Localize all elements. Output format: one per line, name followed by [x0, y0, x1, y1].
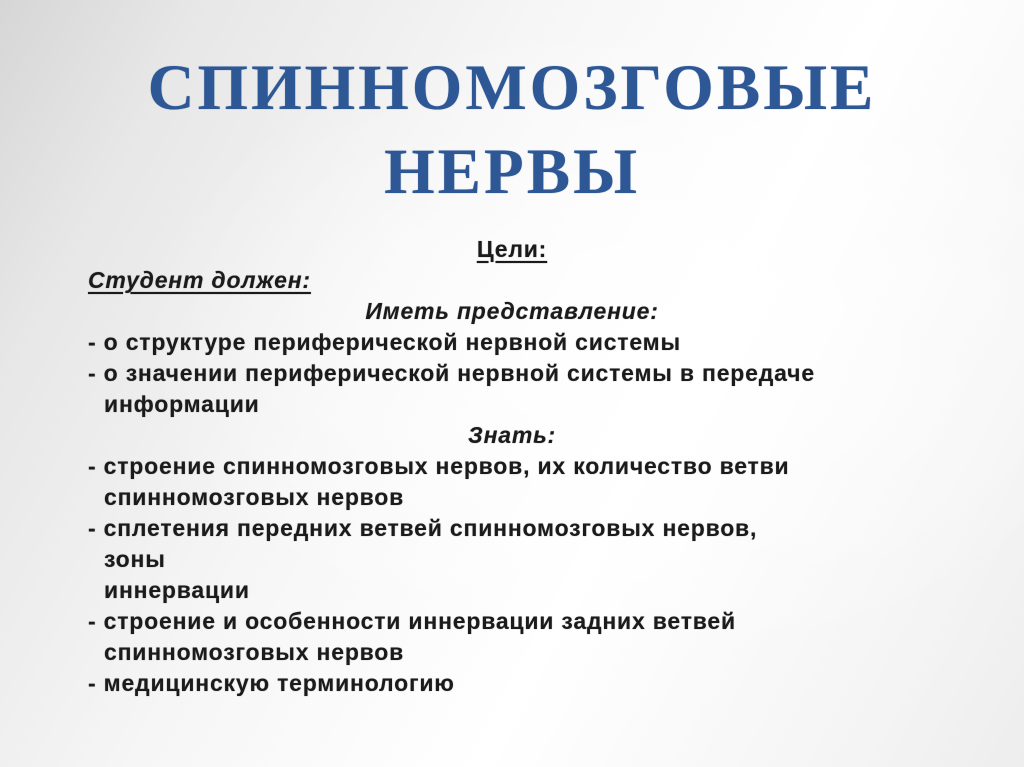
subheading-student-must: Студент должен: [88, 267, 311, 293]
bullet-plexus-wrap-innervation: иннервации [104, 577, 250, 603]
title-line-1: СПИННОМОЗГОВЫЕ [147, 52, 877, 124]
bullet-significance-pns-wrap: информации [104, 391, 260, 417]
bullet-structure-pns: - о структуре периферической нервной системы [88, 329, 681, 355]
slide-title [0, 0, 1024, 214]
slide-content [0, 214, 1024, 699]
bullet-posterior-branches: - строение и особенности иннервации задних ветвей [88, 608, 736, 634]
bullet-posterior-branches-wrap: спинномозговых нервов [104, 639, 405, 665]
section-know: Знать: [467, 422, 557, 448]
heading-goals: Цели: [476, 236, 548, 262]
bullet-terminology: - медицинскую терминологию [88, 670, 455, 696]
title-line-2: НЕРВЫ [384, 136, 640, 208]
bullet-plexus-wrap-zones: зоны [104, 546, 166, 572]
bullet-nerve-structure-wrap: спинномозговых нервов [104, 484, 405, 510]
bullet-plexus: - сплетения передних ветвей спинномозговых нервов, [88, 515, 758, 541]
section-have-understanding: Иметь представление: [365, 298, 659, 324]
bullet-significance-pns: - о значении периферической нервной системы в передаче [88, 360, 815, 386]
bullet-nerve-structure: - строение спинномозговых нервов, их количество ветви [88, 453, 790, 479]
